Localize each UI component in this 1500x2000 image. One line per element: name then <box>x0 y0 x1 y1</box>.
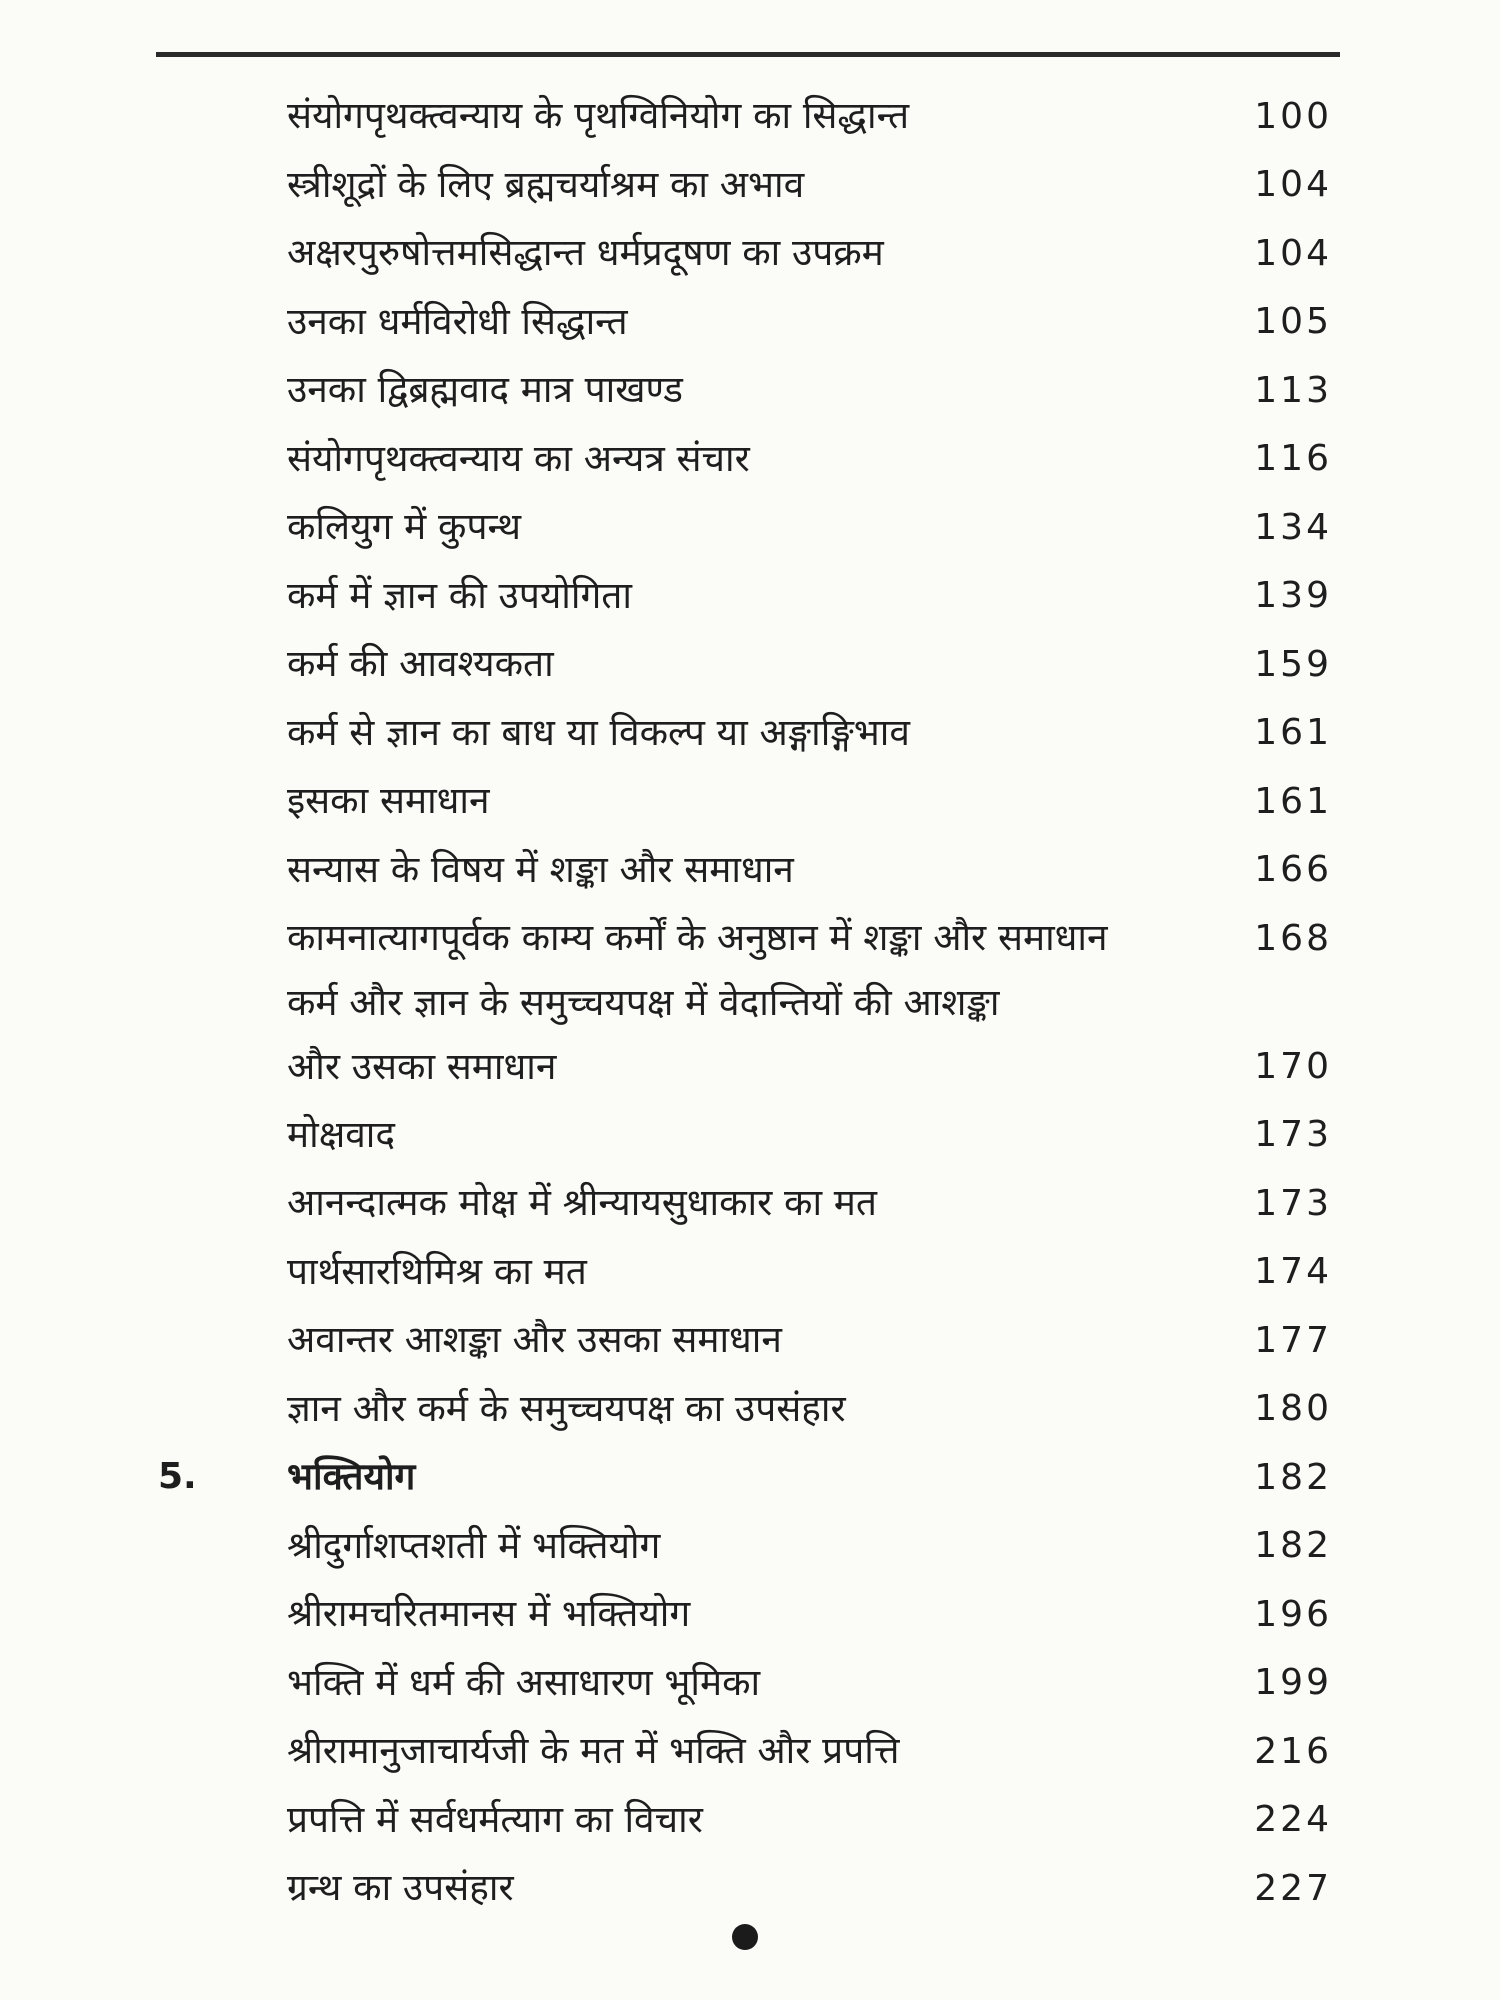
toc-entry-page: 182 <box>1254 1456 1332 1498</box>
toc-entry-title: अवान्तर आशङ्का और उसका समाधान <box>287 1318 782 1361</box>
toc-entry-title: संयोगपृथक्त्वन्याय के पृथग्विनियोग का सिद्धान्त <box>287 94 910 137</box>
toc-entry-title: श्रीरामानुजाचार्यजी के मत में भक्ति और प्रपत्ति <box>287 1729 900 1772</box>
toc-entry <box>0 217 1500 286</box>
toc-entry <box>0 1236 1500 1305</box>
toc-entry <box>0 697 1500 766</box>
toc-entry <box>0 765 1500 834</box>
toc-entry-title: मोक्षवाद <box>287 1112 396 1156</box>
toc-entry <box>0 902 1500 971</box>
toc-entry-page: 180 <box>1254 1388 1332 1429</box>
toc-entry-page: 104 <box>1254 232 1332 274</box>
toc-entry-page: 100 <box>1254 95 1332 137</box>
toc-entry-page: 116 <box>1254 438 1332 479</box>
toc-entry <box>0 560 1500 629</box>
toc-entry <box>0 1099 1500 1168</box>
table-of-contents <box>0 80 1500 1921</box>
page-bullet-icon <box>732 1924 758 1950</box>
toc-entry-page: 216 <box>1254 1730 1332 1772</box>
toc-entry-title: अक्षरपुरुषोत्तमसिद्धान्त धर्मप्रदूषण का उपक्रम <box>287 231 884 274</box>
toc-entry <box>0 1578 1500 1647</box>
toc-entry-title: कलियुग में कुपन्थ <box>287 505 521 548</box>
toc-entry-page: 227 <box>1254 1867 1332 1909</box>
toc-entry-page: 159 <box>1254 643 1332 685</box>
toc-entry <box>0 1715 1500 1784</box>
toc-entry <box>0 1852 1500 1921</box>
toc-entry-title: कर्म की आवश्यकता <box>287 642 554 685</box>
toc-entry-title: ज्ञान और कर्म के समुच्चयपक्ष का उपसंहार <box>287 1386 846 1430</box>
toc-entry-title: कामनात्यागपूर्वक काम्य कर्मों के अनुष्ठान में शङ्का और समाधान <box>287 916 1108 959</box>
toc-entry <box>0 1304 1500 1373</box>
toc-section-heading <box>0 1441 1500 1510</box>
toc-entry <box>0 354 1500 423</box>
toc-entry-page: 113 <box>1254 369 1332 411</box>
toc-entry-title: श्रीरामचरितमानस में भक्तियोग <box>287 1592 691 1635</box>
toc-entry <box>0 971 1500 1099</box>
toc-entry-title: पार्थसारथिमिश्र का मत <box>287 1249 587 1293</box>
toc-entry-title: स्त्रीशूद्रों के लिए ब्रह्मचर्याश्रम का अभाव <box>287 162 805 206</box>
toc-entry-page: 104 <box>1254 164 1332 205</box>
toc-entry-title: श्रीदुर्गाशप्तशती में भक्तियोग <box>287 1523 661 1567</box>
toc-entry-page: 139 <box>1254 575 1332 616</box>
toc-entry-page: 199 <box>1254 1662 1332 1703</box>
toc-section-title: भक्तियोग <box>287 1455 416 1498</box>
toc-entry-page: 174 <box>1254 1251 1332 1292</box>
toc-entry <box>0 834 1500 903</box>
toc-entry-page: 134 <box>1254 506 1332 548</box>
toc-entry-title: कर्म में ज्ञान की उपयोगिता <box>287 573 632 617</box>
toc-entry <box>0 628 1500 697</box>
toc-entry-page: 224 <box>1254 1799 1332 1840</box>
toc-entry-title: कर्म से ज्ञान का बाध या विकल्प या अङ्गाङ्गिभाव <box>287 710 910 754</box>
toc-entry-title: आनन्दात्मक मोक्ष में श्रीन्यायसुधाकार का मत <box>287 1181 878 1224</box>
toc-entry <box>0 286 1500 355</box>
toc-entry-page: 196 <box>1254 1593 1332 1635</box>
toc-entry-page: 161 <box>1254 780 1332 822</box>
toc-entry-page: 166 <box>1254 849 1332 890</box>
toc-entry <box>0 1510 1500 1579</box>
toc-entry-title: प्रपत्ति में सर्वधर्मत्याग का विचार <box>287 1797 703 1841</box>
toc-entry <box>0 423 1500 492</box>
toc-entry <box>0 1373 1500 1442</box>
toc-entry-title: सन्यास के विषय में शङ्का और समाधान <box>287 847 794 891</box>
toc-entry-page: 173 <box>1254 1114 1332 1155</box>
toc-entry <box>0 149 1500 218</box>
toc-entry <box>0 1647 1500 1716</box>
toc-entry-title: उनका धर्मविरोधी सिद्धान्त <box>287 299 628 343</box>
toc-entry-page: 168 <box>1254 917 1332 959</box>
toc-entry-title: इसका समाधान <box>287 779 490 822</box>
toc-entry-title: संयोगपृथक्त्वन्याय का अन्यत्र संचार <box>287 436 750 480</box>
top-rule <box>156 52 1340 57</box>
toc-entry-title: ग्रन्थ का उपसंहार <box>287 1866 514 1909</box>
toc-entry-page: 173 <box>1254 1182 1332 1224</box>
toc-entry <box>0 1784 1500 1853</box>
toc-section-number: 5. <box>158 1456 197 1497</box>
toc-entry-page: 105 <box>1254 301 1332 342</box>
toc-entry-page: 182 <box>1254 1525 1332 1566</box>
toc-entry <box>0 80 1500 149</box>
toc-entry-title: कर्म और ज्ञान के समुच्चयपक्ष में वेदान्तियों की आशङ्का और उसका समाधान <box>287 980 1000 1088</box>
toc-entry <box>0 491 1500 560</box>
toc-entry-title: उनका द्विब्रह्मवाद मात्र पाखण्ड <box>287 368 683 411</box>
toc-entry-title: भक्ति में धर्म की असाधारण भूमिका <box>287 1660 761 1704</box>
toc-entry-page: 170 <box>1254 1045 1332 1087</box>
toc-entry <box>0 1167 1500 1236</box>
toc-entry-page: 177 <box>1254 1319 1332 1361</box>
toc-entry-page: 161 <box>1254 712 1332 753</box>
